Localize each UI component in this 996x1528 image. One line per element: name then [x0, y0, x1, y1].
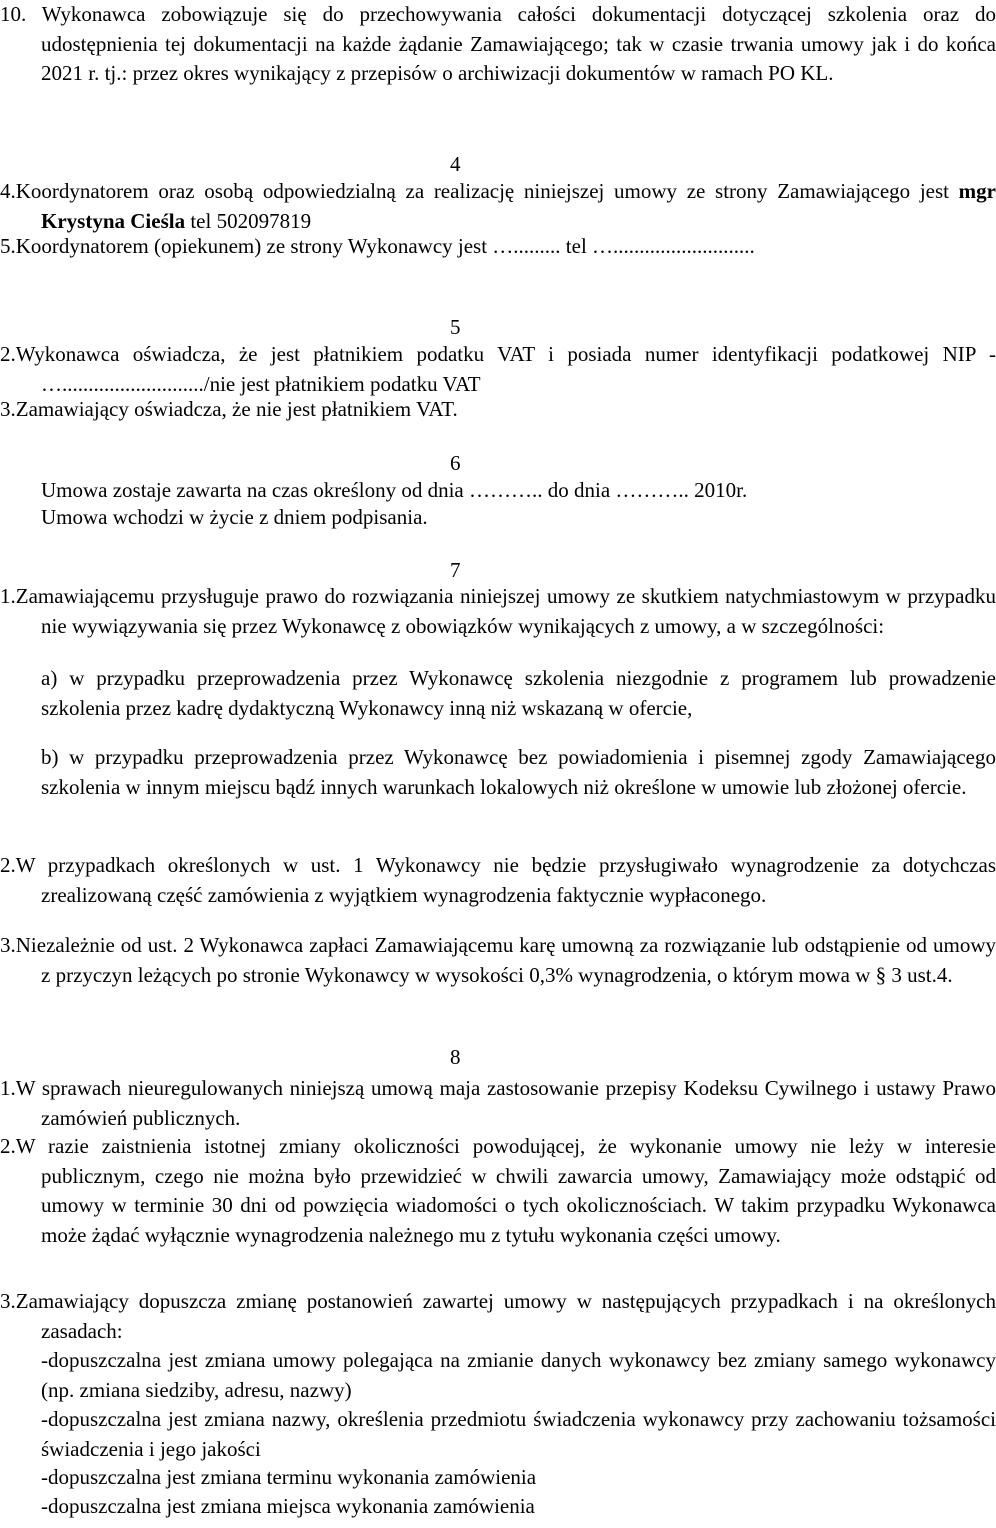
- section-8-item-3: 3.Zamawiający dopuszcza zmianę postanowień zawartej umowy w następujących przypadkach i na określonych zasadach:: [0, 1289, 996, 1343]
- section-8-item-3b: -dopuszczalna jest zmiana nazwy, określenia przedmiotu świadczenia wykonawcy przy zachowaniu tożsamości świadczenia i jego jakości: [41, 1407, 996, 1461]
- item-4-text: 4.Koordynatorem oraz osobą odpowiedzialną za realizację niniejszej umowy ze strony Zamawiającego jest: [0, 179, 959, 203]
- section-4-item-5: 5.Koordynatorem (opiekunem) ze strony Wykonawcy jest …......... tel …...........................: [0, 234, 755, 258]
- section-6-line-1: Umowa zostaje zawarta na czas określony od dnia ……….. do dnia ……….. 2010r.: [41, 478, 748, 502]
- section-5-heading: 5: [450, 315, 461, 339]
- section-7-item-2: 2.W przypadkach określonych w ust. 1 Wykonawcy nie będzie przysługiwało wynagrodzenie za dotychczas zrealizowaną część zamówienia z wyjątkiem wynagrodzenia faktycznie wypłaconego.: [0, 853, 996, 907]
- section-8-item-3d: -dopuszczalna jest zmiana miejsca wykonania zamówienia: [41, 1494, 535, 1518]
- coordinator-name: mgr Krystyna Cieśla: [41, 179, 996, 233]
- section-7-item-1a: a) w przypadku przeprowadzenia przez Wykonawcę szkolenia niezgodnie z programem lub prowadzenie szkolenia przez kadrę dydaktyczną Wykonawcy inną niż wskazaną w ofercie,: [41, 666, 996, 720]
- section-8-heading: 8: [450, 1045, 461, 1069]
- section-6-line-2: Umowa wchodzi w życie z dniem podpisania.: [41, 505, 428, 529]
- section-5-item-2: 2.Wykonawca oświadcza, że jest płatnikiem podatku VAT i posiada numer identyfikacji podatkowej NIP - ….........................../nie jest płatnikiem podatku VAT: [0, 342, 996, 396]
- section-8-item-2: 2.W razie zaistnienia istotnej zmiany okoliczności powodującej, że wykonanie umowy nie leży w interesie publicznym, czego nie można było przewidzieć w chwili zawarcia umowy, Zamawiający może odstąpić od umowy w terminie 30 dni od powzięcia wiadomości o tych okolicznościach. W takim przypadku Wykonawca może żądać wyłącznie wynagrodzenia należnego mu z tytułu wykonania części umowy.: [0, 1134, 996, 1247]
- section-8-item-3a: -dopuszczalna jest zmiana umowy polegająca na zmianie danych wykonawcy bez zmiany samego wykonawcy (np. zmiana siedziby, adresu, nazwy): [41, 1348, 996, 1402]
- section-4-item-4: [0, 177, 996, 236]
- section-7-item-1b: b) w przypadku przeprowadzenia przez Wykonawcę bez powiadomienia i pisemnej zgody Zamawiającego szkolenia w innym miejscu bądź innych warunkach lokalowych niż określone w umowie lub złożonej ofercie.: [41, 745, 996, 799]
- section-8-item-1: 1.W sprawach nieuregulowanych niniejszą umową maja zastosowanie przepisy Kodeksu Cywilnego i ustawy Prawo zamówień publicznych.: [0, 1076, 996, 1130]
- section-7-heading: 7: [450, 558, 461, 582]
- section-4-heading: 4: [450, 152, 461, 176]
- section-8-item-3c: -dopuszczalna jest zmiana terminu wykonania zamówienia: [41, 1465, 537, 1489]
- section-5-item-3: 3.Zamawiający oświadcza, że nie jest płatnikiem VAT.: [0, 397, 458, 421]
- coordinator-phone: tel 502097819: [185, 208, 312, 233]
- section-7-item-1: 1.Zamawiającemu przysługuje prawo do rozwiązania niniejszej umowy ze skutkiem natychmiastowym w przypadku nie wywiązywania się przez Wykonawcę z obowiązków wynikających z umowy, a w szczególności:: [0, 584, 996, 638]
- paragraph-10: 10. Wykonawca zobowiązuje się do przechowywania całości dokumentacji dotyczącej szkolenia oraz do udostępnienia tej dokumentacji na każde żądanie Zamawiającego; tak w czasie trwania umowy jak i do końca 2021 r. tj.: przez okres wynikający z przepisów o archiwizacji dokumentów w ramach PO KL.: [0, 2, 996, 85]
- section-7-item-3: 3.Niezależnie od ust. 2 Wykonawca zapłaci Zamawiającemu karę umowną za rozwiązanie lub odstąpienie od umowy z przyczyn leżących po stronie Wykonawcy w wysokości 0,3% wynagrodzenia, o którym mowa w § 3 ust.4.: [0, 933, 996, 987]
- section-6-heading: 6: [450, 451, 461, 475]
